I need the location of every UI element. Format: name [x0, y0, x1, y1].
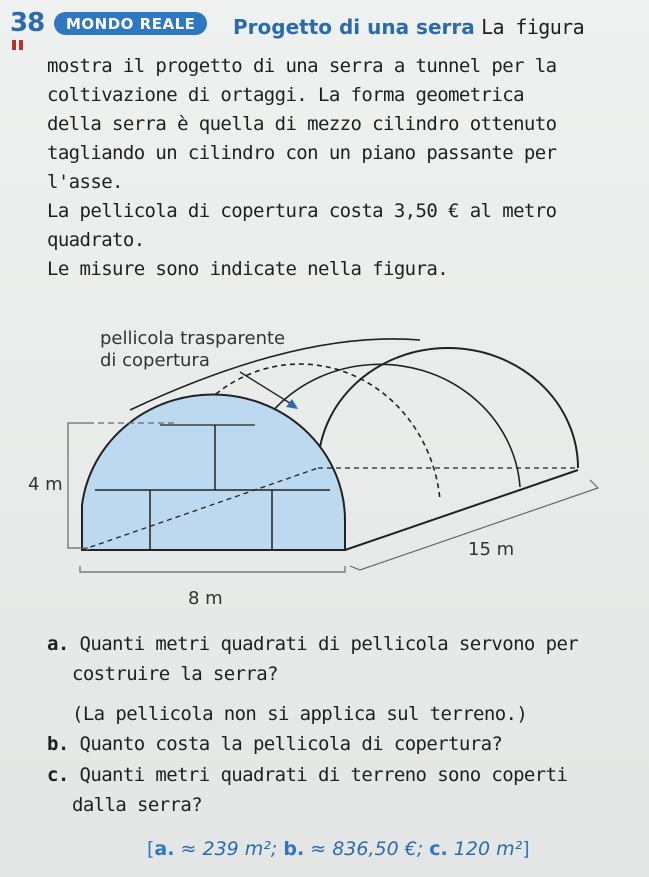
answers-close: ] — [522, 838, 530, 860]
answers-open: [ — [147, 838, 155, 860]
question-a-line-2: costruire la serra? — [72, 663, 278, 685]
height-label: 4 m — [28, 474, 63, 495]
intro-line: della serra è quella di mezzo cilindro ottenuto — [47, 113, 557, 135]
film-label-line-2: di copertura — [100, 350, 210, 371]
question-letter: c. — [47, 764, 69, 786]
question-c — [47, 764, 567, 786]
width-label: 8 m — [188, 588, 223, 609]
question-text: Quanti metri quadrati di terreno sono coperti — [79, 764, 568, 786]
width-dimension-line — [80, 566, 345, 572]
mondo-reale-badge: MONDO REALE — [54, 12, 207, 35]
question-a-note: (La pellicola non si applica sul terreno.) — [72, 703, 528, 725]
intro-line: Le misure sono indicate nella figura. — [47, 258, 449, 280]
question-text: Quanti metri quadrati di pellicola servono per — [79, 633, 579, 655]
length-label: 15 m — [468, 539, 515, 560]
answer-b: ≈ 836,50 €; — [310, 838, 424, 860]
intro-line: l'asse. — [47, 171, 123, 193]
ground-edge — [345, 470, 578, 550]
answer-letter: c. — [429, 838, 448, 860]
film-pointer-arrow-icon — [286, 399, 298, 409]
answer-letter: a. — [154, 838, 175, 860]
exercise-title: Progetto di una serra — [233, 15, 475, 39]
question-b — [47, 733, 502, 755]
intro-line: tagliando un cilindro con un piano passante per — [47, 142, 557, 164]
question-c-line-2: dalla serra? — [72, 794, 203, 816]
question-a — [47, 633, 578, 655]
intro-line: quadrato. — [47, 229, 145, 251]
question-letter: b. — [47, 733, 69, 755]
intro-line-0: La figura — [481, 15, 585, 39]
answer-a: ≈ 239 m²; — [180, 838, 278, 860]
question-text: Quanto costa la pellicola di copertura? — [79, 733, 503, 755]
answer-c: 120 m² — [453, 838, 523, 860]
question-letter: a. — [47, 633, 69, 655]
intro-line: La pellicola di copertura costa 3,50 € al metro — [47, 200, 557, 222]
exercise-number: 38 — [10, 8, 45, 38]
answers-line — [147, 838, 530, 860]
intro-line: mostra il progetto di una serra a tunnel per la — [47, 55, 557, 77]
answer-letter: b. — [283, 838, 305, 860]
film-label-line-1: pellicola trasparente — [100, 328, 286, 349]
intro-line: coltivazione di ortaggi. La forma geometrica — [47, 84, 524, 106]
